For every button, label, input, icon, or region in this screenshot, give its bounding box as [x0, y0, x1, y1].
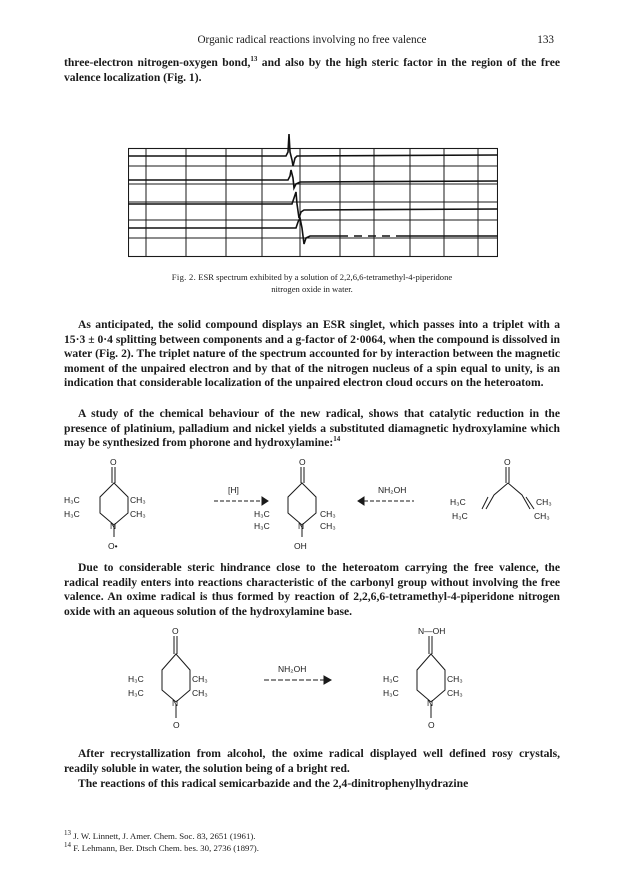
- scheme2-b-oxide: O: [428, 720, 435, 730]
- scheme1-a-oxyl: O•: [108, 541, 118, 551]
- page-number: 133: [537, 34, 554, 46]
- scheme2-a-h3c-top: H₃C: [128, 674, 144, 684]
- scheme2-b-oxime: N—OH: [418, 626, 446, 636]
- paragraph-6: The reactions of this radical semicarbazide and the 2,4-dinitrophenylhydrazine: [78, 777, 469, 790]
- scheme1-c-h3c-bottom: H₃C: [452, 511, 468, 521]
- scheme1-a-oxygen: O: [110, 457, 117, 467]
- paragraph-4: Due to considerable steric hindrance close to the heteroatom carrying the free valence, the radical readily enters into reactions characteristic of the carbonyl group without involving the free valence. An oxime radical is thus formed by reaction of 2,2,6,6-tetramethyl-4-piperidone nitrogen oxide with an aqueous solution of the hydroxylamine base.: [64, 561, 560, 618]
- figure-label: Fig. 2.: [171, 272, 197, 282]
- scheme1-b-nitrogen: N: [298, 521, 305, 531]
- paragraph-2: As anticipated, the solid compound displays an ESR singlet, which passes into a triplet with a 15·3 ± 0·4 splitting between components and a g-factor of 2·0064, when the compound is dissolved in water (Fig. 2). The triplet nature of the spectrum accounted for by interaction between the magnetic moment of the unpaired electron and by that of the nitrogen nucleus of a spin equal to unity, is an indication that considerable localization of the unpaired electron cloud occurs on the heteroatom.: [64, 318, 560, 390]
- footnotes: [64, 831, 560, 854]
- scheme1-c-h3c-top: H₃C: [450, 497, 466, 507]
- scheme2-b-ch3-bottom: CH₃: [447, 688, 463, 698]
- scheme1-a-h3c-bottom: H₃C: [64, 509, 80, 519]
- footnote-13: $^{13}$ J. W. Linnett, J. Amer. Chem. Soc. 83, 2651 (1961).: [64, 829, 256, 841]
- scheme2-b-h3c-bottom: H₃C: [383, 688, 399, 698]
- paragraph-3: A study of the chemical behaviour of the new radical, shows that catalytic reduction in the presence of platinium, palladium and nickel yields a substituted diamagnetic hydroxylamine which may be synthesized from phorone and hydroxylamine:$^{14}$: [64, 407, 560, 450]
- scheme2-b-nitrogen: N: [427, 698, 434, 708]
- esr-spectrum-figure: [128, 132, 498, 260]
- scheme1-reagent-nh2oh: NH₂OH: [378, 485, 407, 495]
- page-header: [0, 34, 624, 50]
- scheme1-a-nitrogen: N: [110, 521, 117, 531]
- paragraph-1: three-electron nitrogen-oxygen bond,$^{13}$ and also by the high steric factor in the region of the free valence localization (Fig. 1).: [64, 55, 560, 84]
- scheme1-reagent-h: [H]: [228, 485, 239, 495]
- scheme1-a-h3c-top: H₃C: [64, 495, 80, 505]
- reaction-scheme-2: [64, 624, 560, 736]
- ref-14: 14: [333, 435, 341, 444]
- scheme1-b-ch3-bottom: CH₃: [320, 521, 336, 531]
- scheme2-a-oxygen: O: [172, 626, 179, 636]
- scheme1-b-hydroxyl: OH: [294, 541, 307, 551]
- scheme2-a-ch3-top: CH₃: [192, 674, 208, 684]
- scheme2-a-oxide: O: [173, 720, 180, 730]
- scheme2-a-nitrogen: N: [172, 698, 179, 708]
- scheme2-b-ch3-top: CH₃: [447, 674, 463, 684]
- scheme2-a-h3c-bottom: H₃C: [128, 688, 144, 698]
- scheme2-b-h3c-top: H₃C: [383, 674, 399, 684]
- ref-13: 13: [250, 55, 258, 64]
- scheme1-b-h3c-bottom: H₃C: [254, 521, 270, 531]
- scheme1-b-oxygen: O: [299, 457, 306, 467]
- scheme1-c-oxygen: O: [504, 457, 511, 467]
- reaction-scheme-1: [64, 455, 560, 555]
- scheme1-c-ch3-top: CH₃: [536, 497, 552, 507]
- figure-caption: Fig. 2. ESR spectrum exhibited by a solution of 2,2,6,6-tetramethyl-4-piperidone nitrogen oxide in water.: [171, 272, 453, 294]
- footnote-14: $^{14}$ F. Lehmann, Ber. Dtsch Chem. bes. 30, 2736 (1897).: [64, 840, 259, 853]
- scheme1-a-ch3-bottom: CH₃: [130, 509, 146, 519]
- scheme1-b-ch3-top: CH₃: [320, 509, 336, 519]
- scheme1-b-h3c-top: H₃C: [254, 509, 270, 519]
- scheme1-c-ch3-bottom: CH₃: [534, 511, 550, 521]
- paragraph-5: After recrystallization from alcohol, the oxime radical displayed well defined rosy crystals, readily soluble in water, the solution being of a bright red.: [64, 747, 560, 775]
- scheme2-reagent-nh2oh: NH₂OH: [278, 664, 307, 674]
- running-title: Organic radical reactions involving no free valence: [197, 34, 427, 46]
- scheme1-a-ch3-top: CH₃: [130, 495, 146, 505]
- scheme2-a-ch3-bottom: CH₃: [192, 688, 208, 698]
